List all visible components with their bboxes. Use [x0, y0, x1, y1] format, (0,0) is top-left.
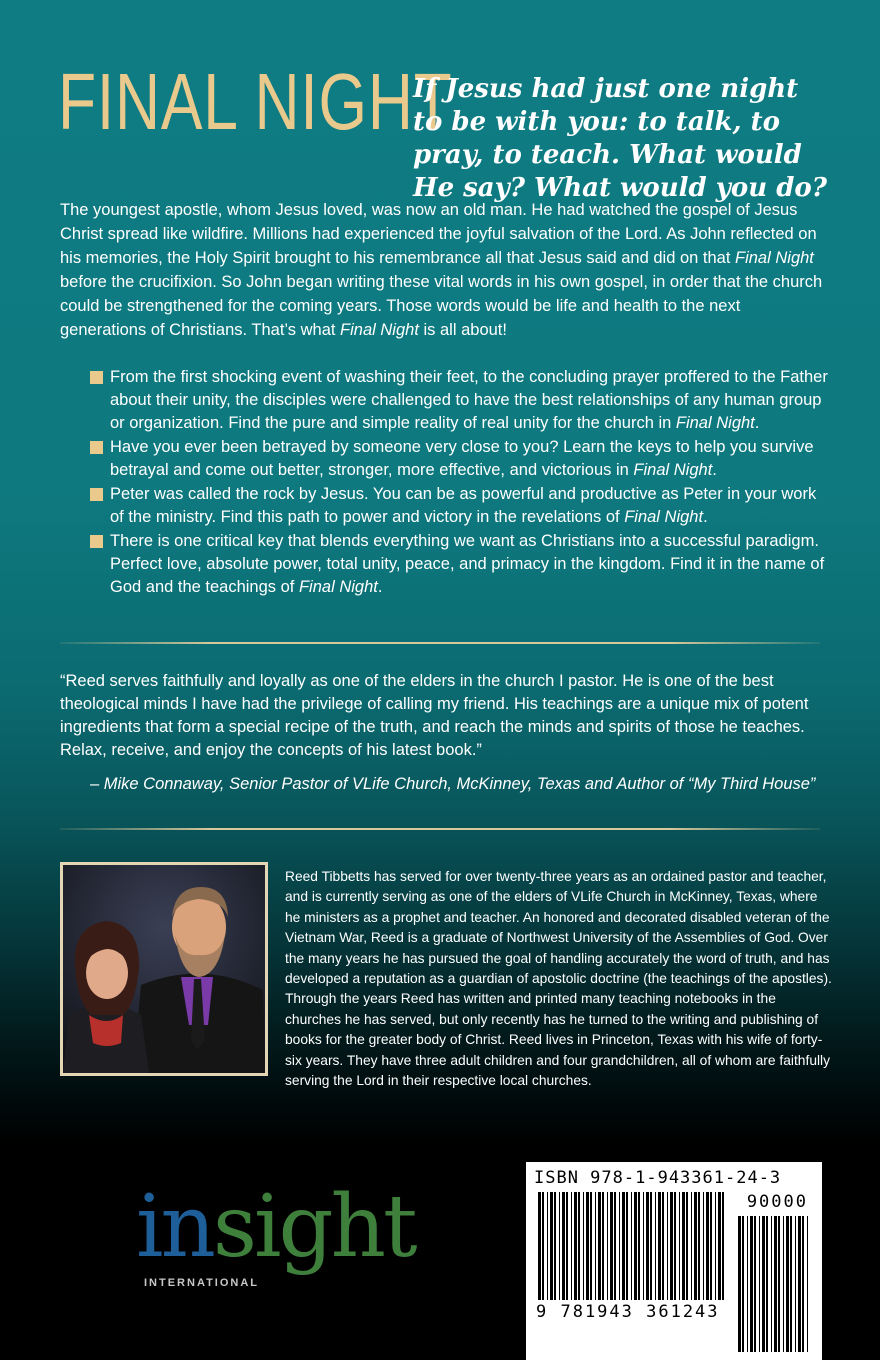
barcode-bar — [598, 1192, 601, 1300]
bullet-item: Peter was called the rock by Jesus. You can be as powerful and productive as Peter in your work of the ministry. Find this path to power and victory in the revelations of Final Night. — [90, 483, 830, 529]
bullet-item: Have you ever been betrayed by someone very close to you? Learn the keys to help you survive betrayal and come out better, stronger, more effective, and victorious in Final Night. — [90, 436, 830, 482]
endorsement-quote: “Reed serves faithfully and loyally as one of the elders in the church I pastor. He is one of the best theological minds I have had the privilege of calling my friend. His teachings are a unique mix of potent ingredients that form a special recipe of the truth, and reach the minds and spirits of those he teaches. Relax, receive, and enjoy the concepts of his latest book.” — [60, 672, 809, 759]
barcode-bar — [547, 1192, 548, 1300]
barcode-bar — [638, 1192, 640, 1300]
barcode-bar — [650, 1192, 652, 1300]
barcode-bar — [754, 1216, 756, 1352]
intro-book-ref-1: Final Night — [735, 249, 814, 267]
barcode-bar — [694, 1192, 697, 1300]
barcode-bar — [742, 1216, 744, 1352]
intro-text-3: is all about! — [418, 321, 507, 339]
barcode-bar — [783, 1216, 784, 1352]
barcode-bar — [682, 1192, 685, 1300]
barcode-bar — [631, 1192, 632, 1300]
barcode-bar — [634, 1192, 637, 1300]
barcode-bar — [750, 1216, 753, 1352]
price-code: 90000 — [746, 1192, 808, 1212]
isbn-barcode — [526, 1162, 822, 1360]
barcode-bar — [619, 1192, 620, 1300]
barcode-bar — [562, 1192, 565, 1300]
barcode-bar — [715, 1192, 716, 1300]
barcode-bar — [703, 1192, 704, 1300]
intro-book-ref-2: Final Night — [340, 321, 419, 339]
barcode-bar — [795, 1216, 796, 1352]
barcode-bar — [738, 1216, 741, 1352]
barcode-bar — [710, 1192, 712, 1300]
barcode-bar — [670, 1192, 673, 1300]
bullet-list — [90, 366, 830, 600]
barcode-bar — [722, 1192, 724, 1300]
barcode-bar — [662, 1192, 664, 1300]
barcode-bar — [578, 1192, 580, 1300]
barcode-bar — [762, 1216, 765, 1352]
intro-paragraph — [60, 198, 830, 342]
publisher-logo-subtitle: INTERNATIONAL — [144, 1277, 260, 1289]
barcode-bar — [571, 1192, 572, 1300]
barcode-bar — [774, 1216, 777, 1352]
barcode-bar — [538, 1192, 541, 1300]
tagline: If Jesus had just one night to be with you: to talk, to pray, to teach. What would He say? What would you do? — [413, 74, 827, 203]
divider — [60, 828, 820, 830]
book-title: FINAL NIGHT — [58, 57, 453, 146]
barcode-bar — [691, 1192, 692, 1300]
publisher-logo — [136, 1177, 415, 1304]
barcode-bar — [590, 1192, 592, 1300]
barcode-bar — [706, 1192, 709, 1300]
barcode-bar — [614, 1192, 616, 1300]
barcode-bar — [622, 1192, 625, 1300]
barcode-bar — [807, 1216, 808, 1352]
divider — [60, 642, 820, 644]
barcode-bar — [655, 1192, 656, 1300]
square-bullet-icon — [90, 441, 103, 454]
intro-text-1: The youngest apostle, whom Jesus loved, was now an old man. He had watched the gospel of Jesus Christ spread like wildfire. Millions had experienced the joyful salvation of the Lord. As John reflected on his memories, the Holy Spirit brought to his remembrance all that Jesus said and did on that — [60, 201, 817, 267]
barcode-bar — [759, 1216, 760, 1352]
barcode-bar — [595, 1192, 596, 1300]
barcode-bar — [550, 1192, 553, 1300]
barcode-bar — [559, 1192, 560, 1300]
square-bullet-icon — [90, 488, 103, 501]
endorsement-attribution: – Mike Connaway, Senior Pastor of VLife Church, McKinney, Texas and Author of “My Third House” — [90, 775, 816, 793]
isbn-label: ISBN 978-1-943361-24-3 — [534, 1168, 782, 1188]
barcode-bar — [679, 1192, 680, 1300]
author-photo — [60, 862, 268, 1076]
barcode-icon — [526, 1162, 822, 1360]
barcode-bar — [574, 1192, 577, 1300]
barcode-bar — [718, 1192, 721, 1300]
square-bullet-icon — [90, 371, 103, 384]
barcode-bar — [698, 1192, 700, 1300]
barcode-bar — [766, 1216, 768, 1352]
author-photo-illustration — [63, 865, 265, 1073]
barcode-bar — [674, 1192, 676, 1300]
barcode-bar — [798, 1216, 801, 1352]
barcode-bar — [602, 1192, 604, 1300]
barcode-bar — [554, 1192, 556, 1300]
barcode-bar — [542, 1192, 544, 1300]
barcode-bar — [607, 1192, 608, 1300]
barcode-bar — [778, 1216, 780, 1352]
publisher-logo-wordmark: insight — [136, 1177, 415, 1277]
barcode-bar — [626, 1192, 628, 1300]
intro-text-2: before the crucifixion. So John began writing these vital words in his own gospel, in order that the church could be strengthened for the coming years. Those words would be life and health to the next generations of Christians. That’s what — [60, 273, 823, 339]
barcode-bar — [790, 1216, 792, 1352]
bullet-item: There is one critical key that blends everything we want as Christians into a successful paradigm. Perfect love, absolute power, total unity, peace, and primacy in the kingdom. Find it in the name of God and the teachings of Final Night. — [90, 530, 830, 599]
barcode-bar — [658, 1192, 661, 1300]
bullet-item: From the first shocking event of washing their feet, to the concluding prayer proffered to the Father about their unity, the disciples were challenged to have the best relationships of any human group or organization. Find the pure and simple reality of real unity for the church in Final Night. — [90, 366, 830, 435]
barcode-bar — [771, 1216, 772, 1352]
barcode-bar — [802, 1216, 804, 1352]
barcode-bar — [566, 1192, 568, 1300]
barcode-bar — [646, 1192, 649, 1300]
barcode-bar — [610, 1192, 613, 1300]
barcode-bar — [643, 1192, 644, 1300]
barcode-bar — [686, 1192, 688, 1300]
ean-digits: 9 781943 361243 — [536, 1302, 720, 1322]
barcode-bar — [786, 1216, 789, 1352]
barcode-bar — [583, 1192, 584, 1300]
barcode-bar — [667, 1192, 668, 1300]
author-bio: Reed Tibbetts has served for over twenty-three years as an ordained pastor and teacher, and is currently serving as one of the elders of VLife Church in McKinney, Texas, where he ministers as a prophet and teacher. An honored and decorated disabled veteran of the Vietnam War, Reed is a graduate of Northwest University of the Assemblies of God. Over the many years he has pursued the goal of handling accurately the word of truth, and has developed a reputation as a guardian of apostolic doctrine (the teachings of the apostles). Through the years Reed has written and printed many teaching notebooks in the churches he has served, but only recently has he turned to the writing and publishing of books for the greater body of Christ. Reed lives in Princeton, Texas with his wife of forty-six years. They have three adult children and four grandchildren, all of whom are faithfully serving the Lord in their respective local churches. — [285, 869, 832, 1089]
barcode-bar — [747, 1216, 748, 1352]
square-bullet-icon — [90, 535, 103, 548]
barcode-bar — [586, 1192, 589, 1300]
